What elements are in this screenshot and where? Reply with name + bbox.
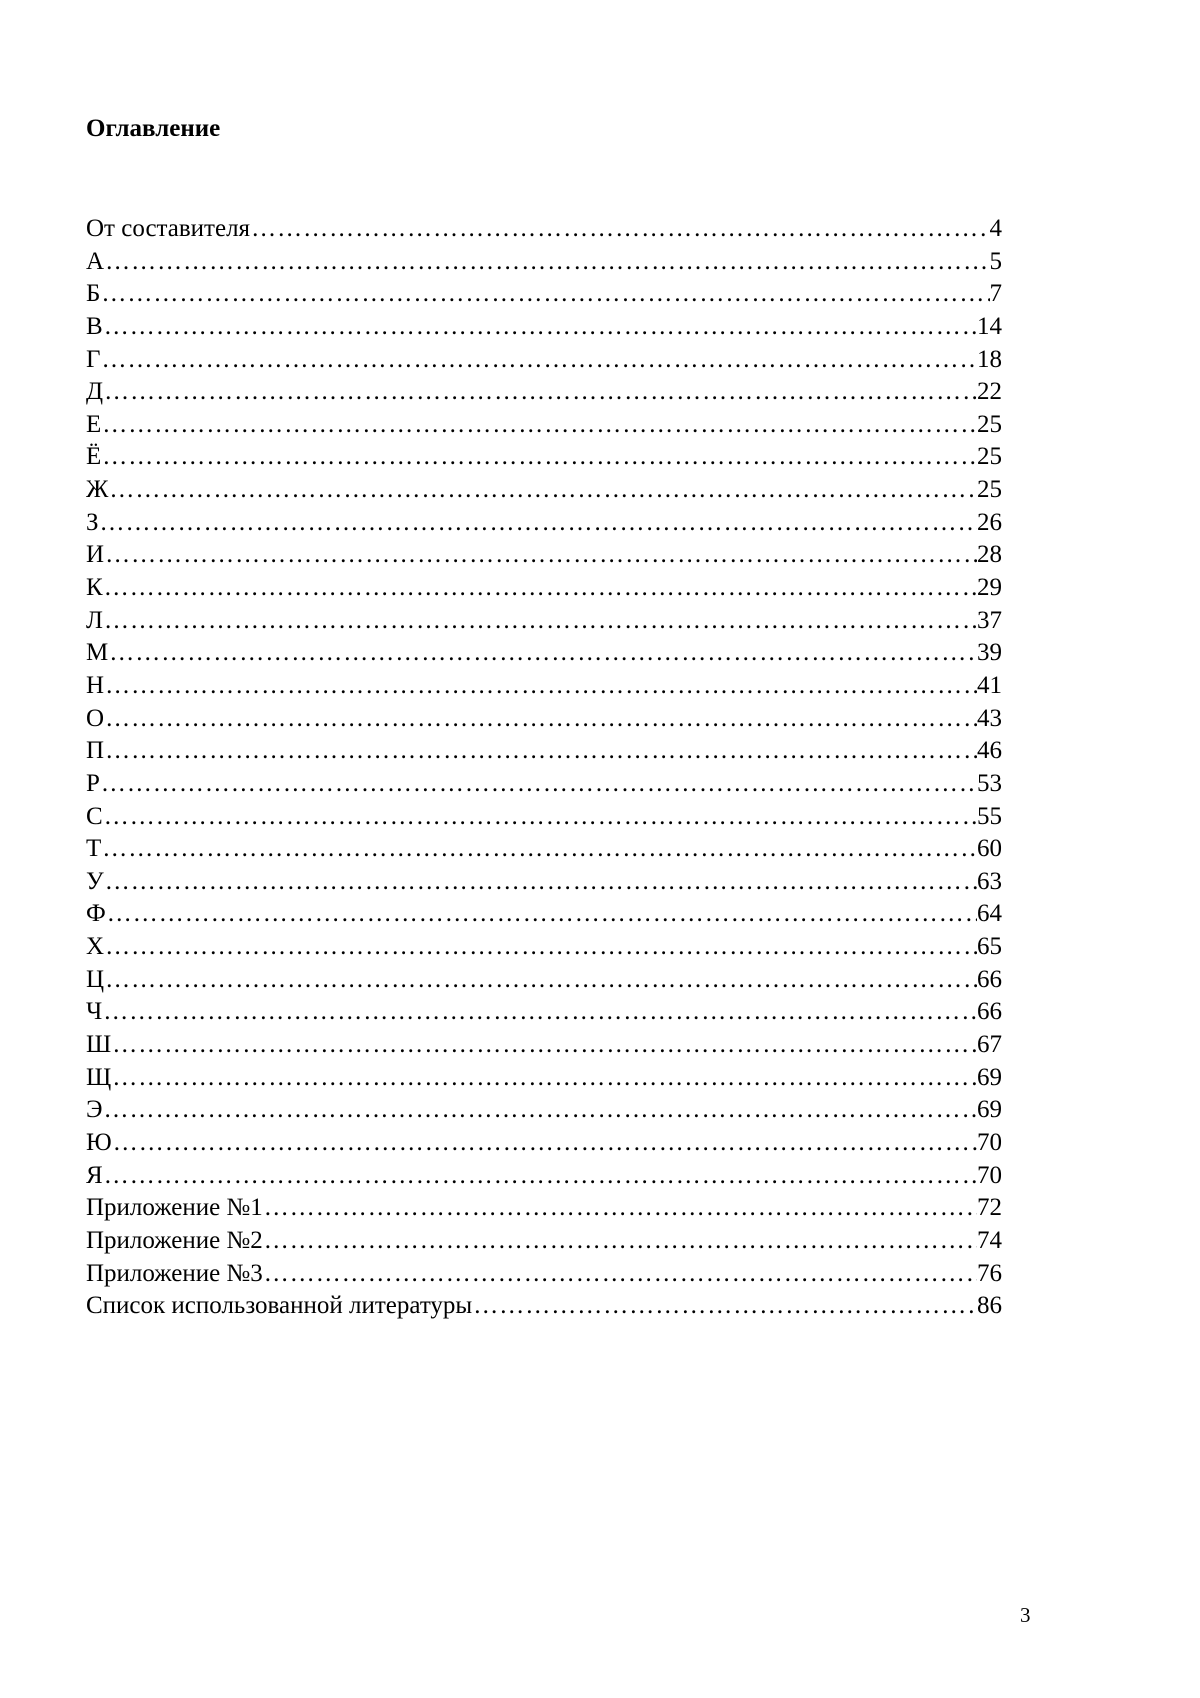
toc-entry-page: 22 xyxy=(977,378,1002,406)
toc-dot-leader xyxy=(101,409,977,442)
toc-entry[interactable] xyxy=(86,1258,1002,1291)
toc-entry[interactable] xyxy=(86,996,1002,1029)
toc-entry[interactable] xyxy=(86,801,1002,834)
toc-entry[interactable] xyxy=(86,1290,1002,1323)
page-number: 3 xyxy=(1020,1603,1031,1627)
toc-dot-leader xyxy=(104,703,977,736)
toc-entry-page: 43 xyxy=(977,704,1002,732)
toc-entry[interactable] xyxy=(86,311,1002,344)
toc-entry-page: 5 xyxy=(989,247,1002,275)
toc-entry-page: 66 xyxy=(977,998,1002,1026)
toc-dot-leader xyxy=(100,768,977,801)
toc-entry-page: 41 xyxy=(977,671,1002,699)
toc-dot-leader xyxy=(472,1290,977,1323)
toc-entry[interactable] xyxy=(86,670,1002,703)
toc-entry[interactable] xyxy=(86,278,1002,311)
toc-entry-page: 55 xyxy=(977,802,1002,830)
toc-entry[interactable] xyxy=(86,1225,1002,1258)
toc-entry[interactable] xyxy=(86,703,1002,736)
toc-dot-leader xyxy=(102,996,977,1029)
toc-entry-page: 74 xyxy=(977,1226,1002,1254)
toc-entry-label: Г xyxy=(86,345,101,373)
toc-entry[interactable] xyxy=(86,409,1002,442)
toc-entry[interactable] xyxy=(86,507,1002,540)
toc-entry[interactable] xyxy=(86,441,1002,474)
toc-entry[interactable] xyxy=(86,768,1002,801)
toc-dot-leader xyxy=(104,866,977,899)
toc-entry-label: А xyxy=(86,247,105,275)
toc-dot-leader xyxy=(104,246,989,279)
toc-dot-leader xyxy=(250,213,989,246)
toc-entry-page: 76 xyxy=(977,1259,1002,1287)
toc-entry-label: И xyxy=(86,541,105,569)
toc-entry-page: 53 xyxy=(977,769,1002,797)
toc-entry-page: 18 xyxy=(977,345,1002,373)
toc-entry-label: Е xyxy=(86,410,102,438)
toc-entry-page: 46 xyxy=(977,737,1002,765)
toc-dot-leader xyxy=(104,539,977,572)
toc-entry-label: З xyxy=(86,508,99,536)
toc-entry-page: 72 xyxy=(977,1194,1002,1222)
toc-entry-page: 7 xyxy=(989,280,1002,308)
toc-dot-leader xyxy=(108,474,977,507)
toc-entry-label: Н xyxy=(86,671,105,699)
toc-entry-page: 25 xyxy=(977,410,1002,438)
toc-entry[interactable] xyxy=(86,474,1002,507)
toc-entry-page: 65 xyxy=(977,933,1002,961)
toc-entry-label: Т xyxy=(86,835,102,863)
toc-dot-leader xyxy=(263,1192,977,1225)
toc-entry-page: 37 xyxy=(977,606,1002,634)
toc-dot-leader xyxy=(103,1160,977,1193)
toc-entry-page: 29 xyxy=(977,574,1002,602)
toc-entry[interactable] xyxy=(86,376,1002,409)
toc-entry[interactable] xyxy=(86,344,1002,377)
toc-dot-leader xyxy=(101,833,977,866)
toc-entry-label: Д xyxy=(86,378,104,406)
toc-dot-leader xyxy=(99,507,977,540)
toc-entry[interactable] xyxy=(86,1127,1002,1160)
toc-entry-label: Э xyxy=(86,1096,103,1124)
toc-entry-label: М xyxy=(86,639,109,667)
toc-entry-label: Ч xyxy=(86,998,103,1026)
toc-entry-label: Приложение №2 xyxy=(86,1226,263,1254)
toc-dot-leader xyxy=(103,376,977,409)
toc-entry-label: У xyxy=(86,867,104,895)
toc-entry-page: 70 xyxy=(977,1128,1002,1156)
toc-dot-leader xyxy=(103,311,977,344)
toc-entry-label: К xyxy=(86,574,103,602)
toc-entry-label: От составителя xyxy=(86,215,251,242)
toc-entry-label: Ю xyxy=(86,1128,112,1156)
toc-dot-leader xyxy=(100,344,977,377)
toc-entry[interactable] xyxy=(86,735,1002,768)
toc-entry-page: 25 xyxy=(977,476,1002,504)
toc-dot-leader xyxy=(100,278,989,311)
toc-dot-leader xyxy=(112,1127,977,1160)
toc-entry[interactable] xyxy=(86,539,1002,572)
toc-entry-label: Я xyxy=(86,1161,103,1189)
toc-entry-page: 25 xyxy=(977,443,1002,471)
toc-entry-label: Ж xyxy=(86,476,109,504)
toc-entry[interactable] xyxy=(86,931,1002,964)
toc-entry-page: 39 xyxy=(977,639,1002,667)
page-title: Оглавление xyxy=(86,115,221,142)
toc-entry-label: Ё xyxy=(86,443,102,471)
toc-entry-label: С xyxy=(86,802,103,830)
toc-dot-leader xyxy=(104,931,977,964)
toc-entry[interactable] xyxy=(86,572,1002,605)
toc-entry[interactable] xyxy=(86,1029,1002,1062)
toc-entry-label: Приложение №1 xyxy=(86,1194,263,1222)
toc-entry[interactable] xyxy=(86,1094,1002,1127)
toc-entry[interactable] xyxy=(86,866,1002,899)
toc-entry-page: 66 xyxy=(977,965,1002,993)
toc-entry-page: 86 xyxy=(977,1292,1002,1320)
toc-entry-label: Р xyxy=(86,769,100,797)
toc-dot-leader xyxy=(111,1062,977,1095)
toc-dot-leader xyxy=(108,637,977,670)
toc-entry-label: Х xyxy=(86,933,105,961)
toc-entry-label: Ш xyxy=(86,1031,112,1059)
toc-dot-leader xyxy=(263,1225,977,1258)
toc-dot-leader xyxy=(111,1029,977,1062)
toc-entry[interactable] xyxy=(86,1192,1002,1225)
toc-entry[interactable] xyxy=(86,833,1002,866)
toc-dot-leader xyxy=(104,964,977,997)
toc-entry[interactable] xyxy=(86,605,1002,638)
toc-entry-label: Ц xyxy=(86,965,105,993)
table-of-contents xyxy=(86,213,1002,1323)
toc-entry-page: 60 xyxy=(977,835,1002,863)
toc-dot-leader xyxy=(263,1258,977,1291)
toc-entry-label: Б xyxy=(86,280,101,308)
toc-entry-label: Л xyxy=(86,606,103,634)
toc-entry-page: 14 xyxy=(977,312,1002,340)
toc-entry[interactable] xyxy=(86,1062,1002,1095)
toc-dot-leader xyxy=(103,572,977,605)
toc-entry-label: Список использованной литературы xyxy=(86,1292,473,1320)
toc-dot-leader xyxy=(104,735,977,768)
toc-dot-leader xyxy=(103,801,977,834)
toc-entry-page: 64 xyxy=(977,900,1002,928)
toc-entry-page: 70 xyxy=(977,1161,1002,1189)
toc-entry-label: П xyxy=(86,737,105,765)
toc-entry[interactable] xyxy=(86,898,1002,931)
toc-entry-label: О xyxy=(86,704,105,732)
toc-entry-page: 26 xyxy=(977,508,1002,536)
toc-entry-page: 28 xyxy=(977,541,1002,569)
toc-entry-label: Щ xyxy=(86,1063,112,1091)
toc-dot-leader xyxy=(101,441,977,474)
toc-dot-leader xyxy=(106,898,977,931)
toc-dot-leader xyxy=(104,670,977,703)
toc-entry-label: Ф xyxy=(86,900,106,928)
toc-entry[interactable] xyxy=(86,964,1002,997)
toc-entry-page: 69 xyxy=(977,1063,1002,1091)
toc-entry[interactable] xyxy=(86,637,1002,670)
toc-entry-label: Приложение №3 xyxy=(86,1259,263,1287)
toc-entry-label: В xyxy=(86,312,103,340)
toc-entry-page: 4 xyxy=(989,215,1002,242)
toc-entry[interactable] xyxy=(86,1160,1002,1193)
toc-entry-page: 63 xyxy=(977,867,1002,895)
toc-entry-page: 69 xyxy=(977,1096,1002,1124)
toc-entry[interactable] xyxy=(86,246,1002,279)
toc-dot-leader xyxy=(103,605,977,638)
toc-entry[interactable] xyxy=(86,213,1002,246)
toc-entry-page: 67 xyxy=(977,1031,1002,1059)
toc-dot-leader xyxy=(103,1094,977,1127)
